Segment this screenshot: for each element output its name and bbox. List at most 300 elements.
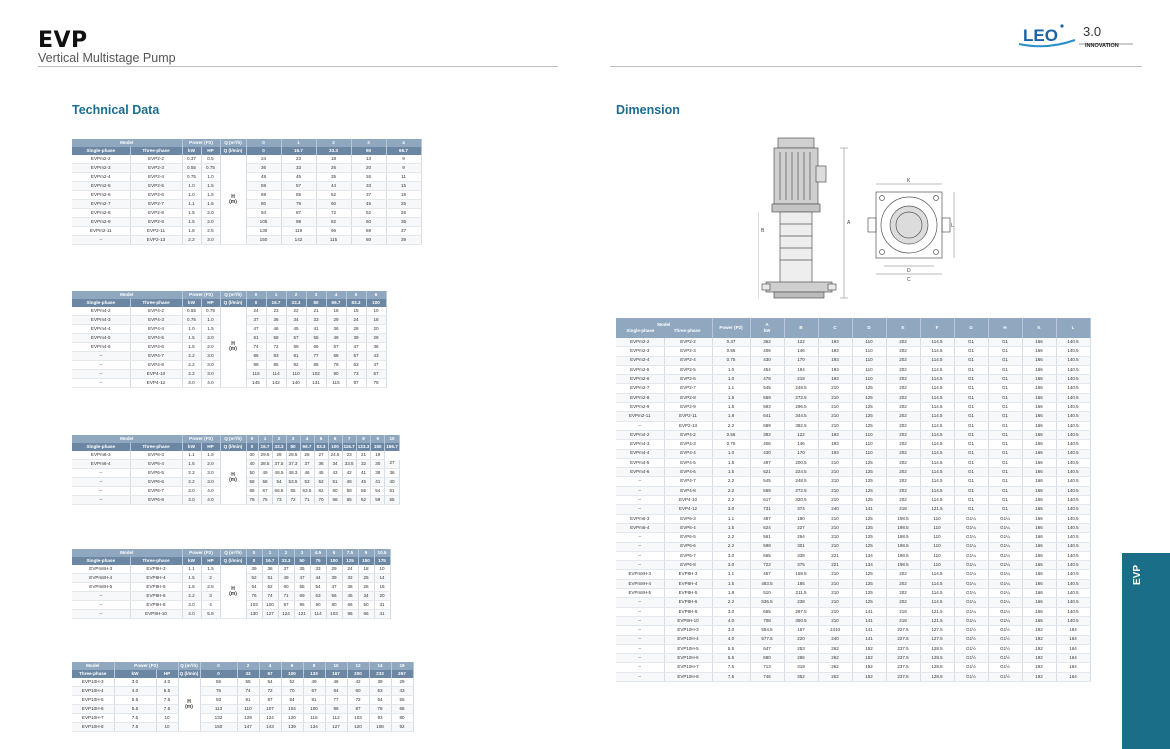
table-cell: 5.5 xyxy=(712,654,750,663)
table-cell: – xyxy=(616,421,664,430)
table-cell: 125 xyxy=(852,403,886,412)
table-cell: 0.75 xyxy=(712,356,750,365)
table-cell: 210 xyxy=(818,421,852,430)
table-cell: G1¼ xyxy=(954,589,988,598)
table-cell: 48.5 xyxy=(272,469,286,478)
table-cell: EVP2-7 xyxy=(664,384,712,393)
table-cell: 110 xyxy=(852,430,886,439)
table-cell: G1 xyxy=(954,449,988,458)
table-cell: EVPm2-6 xyxy=(72,191,130,200)
table-cell: 125 xyxy=(852,523,886,532)
table-cell: 127.5 xyxy=(920,626,954,635)
table-cell: 210 xyxy=(818,468,852,477)
table-cell: 74 xyxy=(246,343,266,352)
table-cell: 166 xyxy=(1022,496,1056,505)
table-cell: 2.2 xyxy=(182,370,201,379)
subheader-cell: Q (l/min) xyxy=(220,147,246,155)
table-cell: 59 xyxy=(371,496,385,505)
table-cell: 124 xyxy=(259,714,281,723)
table-cell: 2.0 xyxy=(201,334,220,343)
table-cell: 75 xyxy=(200,687,237,696)
table-row xyxy=(616,347,1090,356)
subheader-cell: 16.7 xyxy=(266,299,286,307)
table-cell: 125 xyxy=(852,486,886,495)
head-unit-cell xyxy=(220,451,246,505)
table-cell: 2.2 xyxy=(182,469,201,478)
table-cell: EVPm8H-3 xyxy=(72,565,130,574)
table-cell: 68 xyxy=(391,705,413,714)
table-cell: 536.5 xyxy=(750,598,784,607)
subheader-cell: 0 xyxy=(200,670,237,678)
table-cell: 0.37 xyxy=(712,338,750,347)
table-cell: 110 xyxy=(852,375,886,384)
subheader-cell: Q (l/min) xyxy=(178,670,200,678)
table-cell: EVP2-2 xyxy=(130,155,182,164)
table-cell: 1.5 xyxy=(712,468,750,477)
header-label: D xyxy=(867,324,871,330)
table-cell: 62 xyxy=(262,583,278,592)
table-cell: 128.5 xyxy=(920,644,954,653)
header-cell: 4 xyxy=(259,662,281,670)
table-cell: G1 xyxy=(954,393,988,402)
table-cell: 54 xyxy=(310,583,326,592)
table-cell: 37 xyxy=(278,565,294,574)
table-cell: 140.5 xyxy=(1056,384,1090,393)
header-label: F xyxy=(935,324,939,330)
table-cell: 97 xyxy=(346,379,366,388)
table-cell: G1 xyxy=(988,421,1022,430)
table-cell: 52 xyxy=(316,191,351,200)
table-cell: 59 xyxy=(246,182,281,191)
table-row xyxy=(72,307,406,316)
header-cell: 3 xyxy=(351,139,386,147)
head-unit: (m) xyxy=(229,346,237,352)
table-cell: 185 xyxy=(784,579,818,588)
table-cell: EVPm2-4 xyxy=(616,356,664,365)
table-cell: 114.5 xyxy=(920,403,954,412)
table-cell: 166 xyxy=(1022,403,1056,412)
header-cell: 6 xyxy=(328,435,342,443)
table-cell: EVP8H-6 xyxy=(664,598,712,607)
table-row xyxy=(72,191,421,200)
table-cell: G1 xyxy=(988,505,1022,514)
leo-logo xyxy=(1017,20,1135,50)
table-cell: G1 xyxy=(954,468,988,477)
dimension-table-wrap xyxy=(616,318,1091,682)
table-cell: 20 xyxy=(366,325,386,334)
table-cell: 140.5 xyxy=(1056,430,1090,439)
subheader-cell: 66.7 xyxy=(300,443,314,451)
table-cell: 166 xyxy=(1022,468,1056,477)
table-cell: 37 xyxy=(386,227,421,236)
table-cell: – xyxy=(616,626,664,635)
table-cell: 7.5 xyxy=(712,663,750,672)
table-cell: 110 xyxy=(852,365,886,374)
table-cell: 49 xyxy=(258,469,272,478)
table-cell: 64 xyxy=(325,687,347,696)
table-cell: 114.5 xyxy=(920,356,954,365)
table-cell: 83 xyxy=(266,352,286,361)
table-cell: 210 xyxy=(818,542,852,551)
table-cell: 0.55 xyxy=(712,430,750,439)
table-cell: 125 xyxy=(852,533,886,542)
table-cell: 36 xyxy=(246,164,281,173)
subheader-cell: 16.7 xyxy=(281,147,316,155)
table-cell: 24 xyxy=(346,316,366,325)
table-cell: 166 xyxy=(1022,505,1056,514)
table-cell: 166 xyxy=(1022,533,1056,542)
head-unit-cell xyxy=(220,307,246,388)
table-cell: 69 xyxy=(246,191,281,200)
table-cell: 140.5 xyxy=(1056,598,1090,607)
table-row xyxy=(616,496,1090,505)
table-cell: 114.5 xyxy=(920,375,954,384)
subheader-cell: 233 xyxy=(369,670,391,678)
table-cell: EVP4-8 xyxy=(664,486,712,495)
table-cell: G1 xyxy=(988,458,1022,467)
table-row xyxy=(72,723,413,732)
table-cell: 746 xyxy=(750,672,784,681)
table-cell: 58 xyxy=(246,478,258,487)
table-cell: 42 xyxy=(342,469,356,478)
table-row xyxy=(616,654,1090,663)
table-cell: 35 xyxy=(294,565,310,574)
table-cell: EVP4-6 xyxy=(130,343,182,352)
table-row xyxy=(616,635,1090,644)
subheader-cell: 100 xyxy=(328,443,342,451)
table-cell: 202 xyxy=(886,440,920,449)
svg-text:D: D xyxy=(907,268,911,274)
table-cell: 36 xyxy=(385,469,400,478)
subheader-cell: 33.3 xyxy=(272,443,286,451)
table-cell: EVP2-3 xyxy=(130,164,182,173)
table-cell: 75 xyxy=(258,496,272,505)
head-label: H xyxy=(187,698,191,705)
table-cell: 125 xyxy=(852,458,886,467)
table-evp6-wrap xyxy=(72,435,400,505)
table-cell: 406 xyxy=(750,440,784,449)
table-row xyxy=(616,486,1090,495)
table-cell: 122 xyxy=(784,338,818,347)
table-cell: 140.5 xyxy=(1056,412,1090,421)
table-cell: 240 xyxy=(818,635,852,644)
header-cell: 0 xyxy=(246,549,262,557)
table-cell: 120 xyxy=(347,723,369,732)
table-cell: 125 xyxy=(852,384,886,393)
header-cell: 0 xyxy=(246,139,281,147)
table-row xyxy=(616,561,1090,570)
table-cell: 29.5 xyxy=(258,451,272,460)
performance-table-evp10 xyxy=(72,662,414,732)
table-cell: EVPm2-2 xyxy=(72,155,130,164)
table-cell: 166 xyxy=(1022,589,1056,598)
table-cell: 3.0 xyxy=(712,505,750,514)
table-cell: 218 xyxy=(886,616,920,625)
table-cell: 218 xyxy=(886,607,920,616)
table-cell: 140.5 xyxy=(1056,486,1090,495)
table-cell: 1.5 xyxy=(182,574,201,583)
table-cell: G1 xyxy=(954,338,988,347)
table-cell: 392.5 xyxy=(784,421,818,430)
table-cell: 4.0 xyxy=(156,678,178,687)
svg-text:A: A xyxy=(847,220,851,226)
table-row xyxy=(616,551,1090,560)
table-cell: EVPm8H-3 xyxy=(616,570,664,579)
table-cell: 58 xyxy=(258,478,272,487)
table-cell: 113 xyxy=(200,705,237,714)
table-cell: 55 xyxy=(385,496,400,505)
header-cell: Q (m³/h) xyxy=(220,291,246,299)
subheader-cell: 100 xyxy=(326,557,342,565)
table-cell: 164 xyxy=(1056,626,1090,635)
table-cell: 65 xyxy=(342,496,356,505)
table-cell: 192 xyxy=(1022,635,1056,644)
table-cell: G1 xyxy=(954,421,988,430)
table-cell: 90 xyxy=(310,601,326,610)
table-cell: G1 xyxy=(954,430,988,439)
table-cell: 69 xyxy=(351,227,386,236)
table-cell: 34 xyxy=(328,460,342,469)
table-cell: 210 xyxy=(818,384,852,393)
table-cell: 210 xyxy=(818,523,852,532)
table-cell: G1 xyxy=(988,449,1022,458)
table-cell: 166 xyxy=(1022,356,1056,365)
subheader-cell: 33 xyxy=(237,670,259,678)
table-cell: 194 xyxy=(784,365,818,374)
subheader-cell: Single-phase xyxy=(72,557,130,565)
subheader-cell: kW xyxy=(182,299,201,307)
head-unit: (m) xyxy=(229,590,237,597)
table-cell: G1 xyxy=(988,412,1022,421)
table-cell: 26 xyxy=(316,164,351,173)
table-cell: 1.5 xyxy=(712,523,750,532)
table-cell: 119 xyxy=(281,227,316,236)
table-cell: 39 xyxy=(369,678,391,687)
subheader-cell: Single-phase xyxy=(72,299,130,307)
table-cell: 1.5 xyxy=(712,458,750,467)
subheader-cell: 125 xyxy=(342,557,358,565)
table-cell: 202 xyxy=(886,468,920,477)
table-cell: 33 xyxy=(351,182,386,191)
table-row xyxy=(616,440,1090,449)
header-cell: 5 xyxy=(346,291,366,299)
table-cell: G1¼ xyxy=(988,616,1022,625)
table-cell: – xyxy=(72,496,130,505)
table-cell: 192 xyxy=(1022,672,1056,681)
table-cell: 210 xyxy=(818,458,852,467)
table-cell: 210 xyxy=(818,589,852,598)
table-cell: 166 xyxy=(1022,561,1056,570)
table-cell: 1.1 xyxy=(712,384,750,393)
table-cell: 114.5 xyxy=(920,579,954,588)
table-cell: G1½ xyxy=(988,663,1022,672)
subheader-cell: 167 xyxy=(325,670,347,678)
table-cell: 140.5 xyxy=(1056,375,1090,384)
table-cell: 94 xyxy=(246,209,281,218)
table-cell: 80 xyxy=(391,714,413,723)
table-evp10-wrap xyxy=(72,662,414,732)
header-cell: 2 xyxy=(237,662,259,670)
table-cell: 51 xyxy=(385,487,400,496)
table-cell: 210 xyxy=(818,607,852,616)
table-cell: 54 xyxy=(259,678,281,687)
subheader-cell: 0 xyxy=(246,557,262,565)
table-cell: 130 xyxy=(246,610,262,619)
table-cell: 227.5 xyxy=(886,626,920,635)
table-cell: EVPm8H-4 xyxy=(72,574,130,583)
table-cell: 51 xyxy=(262,574,278,583)
table-cell: 121.5 xyxy=(920,505,954,514)
table-cell: G1½ xyxy=(988,644,1022,653)
table-cell: G1 xyxy=(988,486,1022,495)
table-cell: 38.5 xyxy=(258,460,272,469)
table-cell: 1.5 xyxy=(182,343,201,352)
table-cell: 55 xyxy=(237,678,259,687)
table-cell: 15 xyxy=(346,307,366,316)
table-cell: EVP4-5 xyxy=(130,334,182,343)
table-cell: 108 xyxy=(369,723,391,732)
table-cell: 28.5 xyxy=(286,451,300,460)
table-cell: 47 xyxy=(366,361,386,370)
table-cell: 114.5 xyxy=(920,449,954,458)
table-row xyxy=(72,200,421,209)
table-cell: 1.1 xyxy=(182,565,201,574)
table-cell: 0.37 xyxy=(182,155,201,164)
table-cell: – xyxy=(72,469,130,478)
table-cell: G1¼ xyxy=(954,551,988,560)
table-cell: 1.1 xyxy=(182,200,201,209)
header-cell: 9 xyxy=(358,549,374,557)
subheader-cell: 66.7 xyxy=(386,147,421,155)
table-cell: EVPm8H-5 xyxy=(72,583,130,592)
table-cell: 140.5 xyxy=(1056,589,1090,598)
svg-text:C: C xyxy=(907,277,911,283)
header-cell: 1 xyxy=(262,549,278,557)
table-cell: EVP2-3 xyxy=(664,347,712,356)
subheader-cell: Q (l/min) xyxy=(220,443,246,451)
table-cell: 110 xyxy=(286,370,306,379)
table-cell: 110 xyxy=(920,523,954,532)
table-cell: 166 xyxy=(1022,440,1056,449)
table-cell: 3.0 xyxy=(712,561,750,570)
table-cell: 110 xyxy=(920,533,954,542)
table-cell: EVP4-7 xyxy=(130,352,182,361)
table-cell: 297.5 xyxy=(784,607,818,616)
table-cell: 655 xyxy=(750,607,784,616)
table-row xyxy=(616,589,1090,598)
table-cell: 128.5 xyxy=(920,663,954,672)
table-cell: 262 xyxy=(818,672,852,681)
table-cell: 40 xyxy=(385,478,400,487)
table-cell: 7.5 xyxy=(114,723,156,732)
header-cell: Q (m³/h) xyxy=(220,549,246,557)
table-cell: G1 xyxy=(954,365,988,374)
table-cell: 43 xyxy=(391,687,413,696)
table-cell: 100 xyxy=(303,705,325,714)
table-cell: EVP4-8 xyxy=(130,361,182,370)
table-cell: 319 xyxy=(784,663,818,672)
table-cell: 48.3 xyxy=(286,469,300,478)
table-cell: EVPm2-3 xyxy=(72,164,130,173)
table-cell: G1½ xyxy=(988,672,1022,681)
table-cell: – xyxy=(616,542,664,551)
header-cell: Model xyxy=(72,549,182,557)
table-cell: EVP6-4 xyxy=(664,523,712,532)
table-cell: – xyxy=(616,644,664,653)
table-cell: 52 xyxy=(281,678,303,687)
table-cell: 76 xyxy=(246,592,262,601)
table-cell: 21 xyxy=(356,451,371,460)
table-cell: 202 xyxy=(886,458,920,467)
table-cell: 166 xyxy=(1022,384,1056,393)
table-cell: 40 xyxy=(246,460,258,469)
table-cell: EVPm2-6 xyxy=(616,375,664,384)
table-cell: 41 xyxy=(371,478,385,487)
table-cell: G1 xyxy=(954,356,988,365)
table-cell: EVP6-3 xyxy=(664,514,712,523)
table-cell: 141 xyxy=(852,505,886,514)
table-cell: EVP8H-10 xyxy=(664,616,712,625)
table-cell: 140.5 xyxy=(1056,616,1090,625)
table-cell: 38 xyxy=(342,583,358,592)
subheader-cell: HP xyxy=(156,670,178,678)
subheader-cell: 33.3 xyxy=(286,299,306,307)
table-cell: 164 xyxy=(1056,644,1090,653)
header-cell xyxy=(1056,318,1090,338)
table-cell: 1.1 xyxy=(712,514,750,523)
table-cell: 45 xyxy=(286,325,306,334)
subheader-cell: Three-phase xyxy=(130,299,182,307)
header-cell: 9 xyxy=(371,435,385,443)
header-divider-left xyxy=(38,66,558,67)
table-cell: EVP4-2 xyxy=(664,430,712,439)
table-cell: EVP6-7 xyxy=(664,551,712,560)
header-cell xyxy=(852,318,886,338)
subheader-cell: 50 xyxy=(286,443,300,451)
table-cell: EVP2-13 xyxy=(130,236,182,245)
table-cell: G1¼ xyxy=(954,514,988,523)
table-cell: 103 xyxy=(246,601,262,610)
table-cell: 48 xyxy=(246,173,281,182)
table-cell: 52 xyxy=(314,478,328,487)
table-cell: 0.55 xyxy=(182,307,201,316)
table-cell: 114.5 xyxy=(920,440,954,449)
table-cell: 141 xyxy=(852,607,886,616)
table-cell: 218 xyxy=(784,375,818,384)
head-unit-cell xyxy=(220,565,246,619)
table-evp2-wrap xyxy=(72,139,422,245)
table-cell: 152 xyxy=(852,644,886,653)
table-cell: 1.8 xyxy=(182,227,201,236)
table-cell: 510 xyxy=(750,589,784,598)
table-cell: 1.5 xyxy=(201,191,220,200)
table-cell: G1 xyxy=(954,486,988,495)
table-row xyxy=(616,542,1090,551)
subheader-cell: 0 xyxy=(246,147,281,155)
table-cell: 521 xyxy=(750,468,784,477)
page-subtitle: Vertical Multistage Pump xyxy=(38,51,176,65)
table-cell: 60 xyxy=(316,200,351,209)
header-cell: 2 xyxy=(278,549,294,557)
table-cell: 641 xyxy=(750,412,784,421)
table-cell: 37.5 xyxy=(272,460,286,469)
table-cell: 286 xyxy=(784,654,818,663)
table-cell: G1 xyxy=(988,496,1022,505)
header-label: C xyxy=(833,324,837,330)
table-cell: 72 xyxy=(259,687,281,696)
table-cell: G1¼ xyxy=(988,570,1022,579)
subheader-cell: 50 xyxy=(294,557,310,565)
